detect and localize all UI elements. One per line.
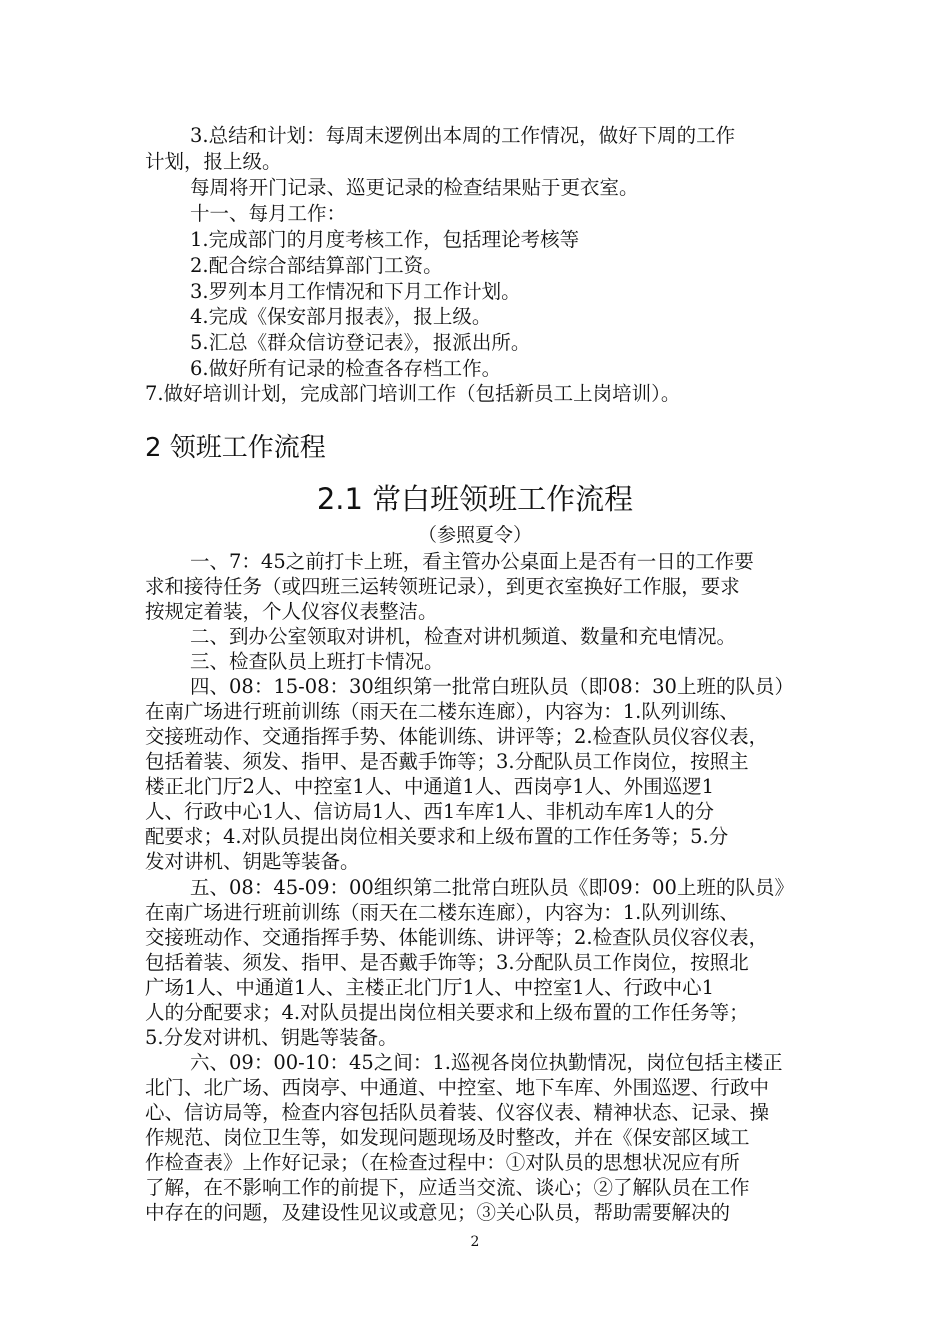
- paragraph-line: 了解，在不影响工作的前提下，应适当交流、谈心；②了解队员在工作: [145, 1176, 750, 1199]
- paragraph-line: 四、08：15-08：30组织第一批常白班队员（即08：30上班的队员）: [190, 675, 794, 698]
- list-item: 2.配合综合部结算部门工资。: [190, 254, 443, 277]
- paragraph-line: 人、行政中心1人、信访局1人、西1车库1人、非机动车库1人的分: [145, 800, 715, 823]
- paragraph-line: 作检查表》上作好记录；（在检查过程中：①对队员的思想状况应有所: [145, 1151, 740, 1174]
- paragraph-line: 交接班动作、交通指挥手势、体能训练、讲评等；2.检查队员仪容仪表，: [145, 926, 769, 949]
- paragraph-line: 交接班动作、交通指挥手势、体能训练、讲评等；2.检查队员仪容仪表，: [145, 725, 769, 748]
- paragraph-line: 发对讲机、钥匙等装备。: [145, 850, 360, 873]
- paragraph-line: 求和接待任务（或四班三运转领班记录），到更衣室换好工作服，要求: [145, 575, 740, 598]
- section-heading: 2 领班工作流程: [145, 433, 326, 463]
- paragraph-line: 中存在的问题，及建设性见议或意见；③关心队员，帮助需要解决的: [145, 1201, 731, 1224]
- paragraph-line: 五、08：45-09：00组织第二批常白班队员《即09：00上班的队员》: [190, 876, 794, 899]
- paragraph-line: 5.分发对讲机、钥匙等装备。: [145, 1026, 398, 1049]
- list-heading: 十一、每月工作：: [190, 202, 347, 225]
- list-item: 5.汇总《群众信访登记表》，报派出所。: [190, 331, 531, 354]
- list-item: 7.做好培训计划，完成部门培训工作（包括新员工上岗培训）。: [145, 382, 681, 405]
- paragraph-line: 心、信访局等，检查内容包括队员着装、仪容仪表、精神状态、记录、操: [145, 1101, 770, 1124]
- paragraph-line: 北门、北广场、西岗亭、中通道、中控室、地下车库、外围巡逻、行政中: [145, 1076, 770, 1099]
- paragraph-line: 二、到办公室领取对讲机，检查对讲机频道、数量和充电情况。: [190, 625, 737, 648]
- paragraph-line: 包括着装、须发、指甲、是否戴手饰等；3.分配队员工作岗位，按照主: [145, 750, 749, 773]
- list-item: 3.罗列本月工作情况和下月工作计划。: [190, 280, 521, 303]
- subsection-note: （参照夏令）: [417, 524, 532, 546]
- paragraph-line: 作规范、岗位卫生等，如发现问题现场及时整改，并在《保安部区域工: [145, 1126, 750, 1149]
- paragraph-line: 在南广场进行班前训练（雨天在二楼东连廊），内容为：1.队列训练、: [145, 700, 739, 723]
- paragraph-line: 计划，报上级。: [145, 150, 282, 173]
- paragraph-line: 包括着装、须发、指甲、是否戴手饰等；3.分配队员工作岗位，按照北: [145, 951, 749, 974]
- paragraph-line: 在南广场进行班前训练（雨天在二楼东连廊），内容为：1.队列训练、: [145, 901, 739, 924]
- list-item: 4.完成《保安部月报表》，报上级。: [190, 305, 492, 328]
- paragraph-line: 广场1人、中通道1人、主楼正北门厅1人、中控室1人、行政中心1: [145, 976, 715, 999]
- paragraph-line: 按规定着装，个人仪容仪表整洁。: [145, 600, 438, 623]
- paragraph-line: 一、7：45之前打卡上班，看主管办公桌面上是否有一日的工作要: [190, 550, 754, 573]
- paragraph-line: 三、检查队员上班打卡情况。: [190, 650, 444, 673]
- paragraph-line: 六、09：00-10：45之间：1.巡视各岗位执勤情况，岗位包括主楼正: [190, 1051, 783, 1074]
- paragraph-line: 配要求；4.对队员提出岗位相关要求和上级布置的工作任务等；5.分: [145, 825, 729, 848]
- subsection-heading: 2.1 常白班领班工作流程: [316, 482, 634, 516]
- page-number: 2: [470, 1234, 480, 1250]
- paragraph-line: 每周将开门记录、巡更记录的检查结果贴于更衣室。: [190, 176, 639, 199]
- paragraph-line: 人的分配要求；4.对队员提出岗位相关要求和上级布置的工作任务等；: [145, 1001, 749, 1024]
- list-item: 6.做好所有记录的检查各存档工作。: [190, 357, 502, 380]
- list-item: 1.完成部门的月度考核工作，包括理论考核等: [190, 228, 580, 251]
- paragraph-line: 3.总结和计划：每周末逻例出本周的工作情况，做好下周的工作: [190, 124, 736, 147]
- paragraph-line: 楼正北门厅2人、中控室1人、中通道1人、西岗亭1人、外围巡逻1: [145, 775, 715, 798]
